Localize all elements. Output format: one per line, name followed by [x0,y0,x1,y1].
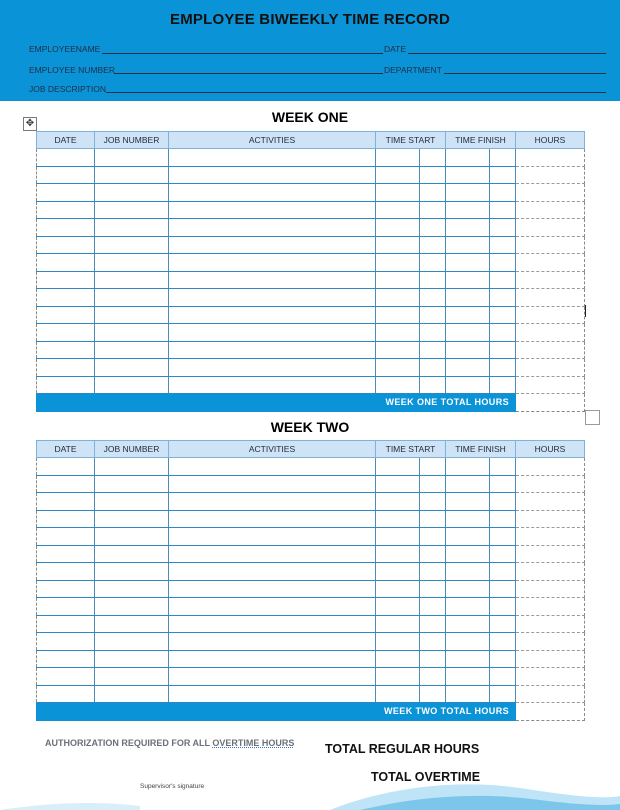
cell-time-finish-hour[interactable] [446,528,490,546]
cell-hours[interactable] [516,458,585,476]
cell-time-finish-minute[interactable] [490,545,516,563]
table-row [37,633,585,651]
cell-time-finish-minute[interactable] [490,598,516,616]
cell-date[interactable] [37,289,95,307]
cell-time-finish-minute[interactable] [490,475,516,493]
cell-hours[interactable] [516,166,585,184]
cell-hours[interactable] [516,563,585,581]
cell-hours[interactable] [516,633,585,651]
cell-time-finish-hour[interactable] [446,376,490,394]
cell-time-start-hour[interactable] [376,376,420,394]
cell-activities[interactable] [169,324,376,342]
header-band [0,0,620,101]
column-header-activities: ACTIVITIES [169,441,376,458]
cell-job-number[interactable] [95,201,169,219]
cell-time-finish-minute[interactable] [490,528,516,546]
cell-hours[interactable] [516,545,585,563]
cell-time-start-hour[interactable] [376,184,420,202]
cell-activities[interactable] [169,685,376,703]
cell-hours[interactable] [516,580,585,598]
cell-time-finish-minute[interactable] [490,184,516,202]
cell-time-start-hour[interactable] [376,475,420,493]
cell-date[interactable] [37,341,95,359]
authorization-note [45,738,294,748]
cell-time-start-minute[interactable] [420,528,446,546]
table-row [37,359,585,377]
cell-time-start-hour[interactable] [376,289,420,307]
cell-time-finish-hour[interactable] [446,475,490,493]
cell-job-number[interactable] [95,510,169,528]
cell-activities[interactable] [169,545,376,563]
week-two-title: WEEK TWO [270,419,350,435]
table-row [37,236,585,254]
cell-date[interactable] [37,685,95,703]
table-row [37,306,585,324]
cell-job-number[interactable] [95,563,169,581]
cell-date[interactable] [37,201,95,219]
cell-time-finish-minute[interactable] [490,236,516,254]
cell-time-start-minute[interactable] [420,475,446,493]
column-header-date: DATE [37,441,95,458]
cell-activities[interactable] [169,149,376,167]
table-row [37,376,585,394]
table-header-row [37,441,585,458]
cell-time-start-minute[interactable] [420,341,446,359]
cell-job-number[interactable] [95,615,169,633]
cell-time-start-hour[interactable] [376,149,420,167]
cell-date[interactable] [37,475,95,493]
cell-activities[interactable] [169,563,376,581]
cell-job-number[interactable] [95,685,169,703]
cell-time-start-minute[interactable] [420,306,446,324]
cell-job-number[interactable] [95,324,169,342]
table-row [37,458,585,476]
cell-job-number[interactable] [95,149,169,167]
employee-number-field[interactable] [114,73,383,74]
table-row [37,510,585,528]
table-row [37,271,585,289]
column-header-job-number: JOB NUMBER [95,441,169,458]
cell-time-start-minute[interactable] [420,633,446,651]
overtime-hours-link[interactable]: OVERTIME HOURS [212,738,295,748]
cell-activities[interactable] [169,633,376,651]
authorization-text: AUTHORIZATION REQUIRED FOR ALL [45,738,213,748]
cell-time-finish-hour[interactable] [446,359,490,377]
cell-hours[interactable] [516,493,585,511]
table-row [37,685,585,703]
table-row [37,149,585,167]
cell-time-finish-hour[interactable] [446,563,490,581]
cell-hours[interactable] [516,475,585,493]
cell-time-start-hour[interactable] [376,166,420,184]
cell-time-finish-minute[interactable] [490,458,516,476]
cell-date[interactable] [37,306,95,324]
cell-time-start-hour[interactable] [376,650,420,668]
cell-time-start-hour[interactable] [376,510,420,528]
cell-time-finish-hour[interactable] [446,324,490,342]
column-header-activities: ACTIVITIES [169,132,376,149]
cell-date[interactable] [37,615,95,633]
supervisor-signature-label: Supervisor's signature [140,783,205,790]
table-row [37,341,585,359]
cell-time-finish-hour[interactable] [446,650,490,668]
table-row [37,289,585,307]
cell-activities[interactable] [169,184,376,202]
column-header-time-finish: TIME FINISH [446,441,516,458]
cell-time-finish-minute[interactable] [490,306,516,324]
cell-date[interactable] [37,271,95,289]
cell-hours[interactable] [516,598,585,616]
cell-job-number[interactable] [95,633,169,651]
cell-time-finish-minute[interactable] [490,615,516,633]
table-row [37,668,585,686]
total-regular-hours-label: TOTAL REGULAR HOURS [325,742,480,756]
cell-time-start-minute[interactable] [420,376,446,394]
column-header-hours: HOURS [516,441,585,458]
cell-activities[interactable] [169,166,376,184]
cell-hours[interactable] [516,324,585,342]
cell-hours[interactable] [516,236,585,254]
cell-hours[interactable] [516,289,585,307]
cell-time-finish-hour[interactable] [446,615,490,633]
cell-hours[interactable] [516,615,585,633]
cell-time-finish-minute[interactable] [490,166,516,184]
text-cursor [585,305,586,317]
cell-activities[interactable] [169,201,376,219]
cell-time-start-hour[interactable] [376,528,420,546]
cell-hours[interactable] [516,149,585,167]
cell-hours[interactable] [516,685,585,703]
table-row [37,545,585,563]
cell-job-number[interactable] [95,271,169,289]
cell-job-number[interactable] [95,219,169,237]
cell-time-start-hour[interactable] [376,254,420,272]
cell-time-finish-hour[interactable] [446,236,490,254]
cell-activities[interactable] [169,615,376,633]
cell-date[interactable] [37,376,95,394]
cell-time-start-minute[interactable] [420,254,446,272]
week-two-table [36,440,585,721]
cell-time-finish-hour[interactable] [446,633,490,651]
cell-job-number[interactable] [95,458,169,476]
cell-time-start-minute[interactable] [420,563,446,581]
table-row [37,650,585,668]
department-field[interactable] [444,73,606,74]
cell-time-finish-minute[interactable] [490,668,516,686]
cell-time-finish-minute[interactable] [490,359,516,377]
cell-job-number[interactable] [95,650,169,668]
cell-time-start-hour[interactable] [376,580,420,598]
table-row [37,563,585,581]
cell-hours[interactable] [516,528,585,546]
cell-activities[interactable] [169,598,376,616]
cell-time-start-minute[interactable] [420,271,446,289]
cell-time-finish-minute[interactable] [490,685,516,703]
cell-activities[interactable] [169,475,376,493]
cell-job-number[interactable] [95,580,169,598]
cell-hours[interactable] [516,359,585,377]
cell-activities[interactable] [169,458,376,476]
cell-job-number[interactable] [95,254,169,272]
cell-time-start-hour[interactable] [376,458,420,476]
cell-time-finish-hour[interactable] [446,166,490,184]
table-row [37,254,585,272]
employee-name-field[interactable] [102,53,383,54]
cell-time-start-minute[interactable] [420,166,446,184]
cell-time-start-minute[interactable] [420,545,446,563]
cell-time-start-hour[interactable] [376,341,420,359]
cell-hours[interactable] [516,668,585,686]
cell-time-start-hour[interactable] [376,633,420,651]
cell-job-number[interactable] [95,289,169,307]
cell-date[interactable] [37,458,95,476]
cell-time-finish-minute[interactable] [490,650,516,668]
cell-time-finish-hour[interactable] [446,580,490,598]
cell-time-finish-minute[interactable] [490,289,516,307]
cell-time-finish-minute[interactable] [490,324,516,342]
table-row [37,324,585,342]
cell-time-finish-minute[interactable] [490,219,516,237]
cell-date[interactable] [37,184,95,202]
cell-activities[interactable] [169,236,376,254]
cell-time-start-hour[interactable] [376,236,420,254]
cell-time-finish-minute[interactable] [490,149,516,167]
cell-job-number[interactable] [95,236,169,254]
cell-hours[interactable] [516,219,585,237]
cell-time-start-hour[interactable] [376,219,420,237]
cell-date[interactable] [37,219,95,237]
cell-hours[interactable] [516,306,585,324]
cell-time-start-minute[interactable] [420,184,446,202]
cell-time-start-minute[interactable] [420,598,446,616]
cell-time-start-minute[interactable] [420,289,446,307]
week-one-total-label: WEEK ONE TOTAL HOURS [37,394,516,412]
column-header-time-start: TIME START [376,441,446,458]
cell-date[interactable] [37,580,95,598]
cell-time-finish-minute[interactable] [490,271,516,289]
week-one-total-hours-cell[interactable] [516,394,585,412]
cell-activities[interactable] [169,359,376,377]
cell-hours[interactable] [516,201,585,219]
cell-time-start-minute[interactable] [420,650,446,668]
cell-activities[interactable] [169,376,376,394]
cell-job-number[interactable] [95,545,169,563]
cell-time-start-hour[interactable] [376,324,420,342]
cell-time-start-hour[interactable] [376,668,420,686]
cell-time-start-hour[interactable] [376,563,420,581]
cell-time-finish-hour[interactable] [446,685,490,703]
cell-time-start-minute[interactable] [420,685,446,703]
column-header-hours: HOURS [516,132,585,149]
employee-name-label: EMPLOYEENAME [29,44,101,54]
week-two-total-hours-cell[interactable] [516,703,585,721]
cell-time-start-minute[interactable] [420,493,446,511]
cell-job-number[interactable] [95,341,169,359]
week-one-total-row [37,394,585,412]
cell-time-start-hour[interactable] [376,271,420,289]
cell-time-start-hour[interactable] [376,545,420,563]
employee-number-label: EMPLOYEE NUMBER [29,65,115,75]
cell-time-start-minute[interactable] [420,219,446,237]
cell-date[interactable] [37,633,95,651]
table-row [37,580,585,598]
cell-time-start-minute[interactable] [420,580,446,598]
cell-time-start-hour[interactable] [376,306,420,324]
cell-time-start-minute[interactable] [420,236,446,254]
cell-hours[interactable] [516,271,585,289]
cell-activities[interactable] [169,341,376,359]
week-two-total-row [37,703,585,721]
cell-activities[interactable] [169,528,376,546]
cell-date[interactable] [37,545,95,563]
cell-date[interactable] [37,359,95,377]
cell-activities[interactable] [169,306,376,324]
cell-hours[interactable] [516,376,585,394]
cell-time-finish-hour[interactable] [446,493,490,511]
page-title: EMPLOYEE BIWEEKLY TIME RECORD [169,11,450,28]
week-one-title: WEEK ONE [271,109,349,125]
table-row [37,598,585,616]
move-handle-icon[interactable]: ✥ [23,117,37,131]
cell-activities[interactable] [169,254,376,272]
column-header-date: DATE [37,132,95,149]
cell-time-finish-minute[interactable] [490,563,516,581]
week-one-table [36,131,585,412]
cell-time-start-hour[interactable] [376,493,420,511]
table-row [37,201,585,219]
cell-activities[interactable] [169,668,376,686]
cell-time-finish-hour[interactable] [446,545,490,563]
cell-time-finish-minute[interactable] [490,633,516,651]
table-row [37,493,585,511]
cell-time-finish-hour[interactable] [446,668,490,686]
job-description-label: JOB DESCRIPTION [29,84,106,94]
date-field[interactable] [408,53,606,54]
job-description-field[interactable] [106,92,606,93]
cell-time-finish-hour[interactable] [446,271,490,289]
cell-date[interactable] [37,563,95,581]
cell-time-finish-hour[interactable] [446,219,490,237]
cell-time-finish-minute[interactable] [490,254,516,272]
cell-time-finish-minute[interactable] [490,493,516,511]
cell-job-number[interactable] [95,598,169,616]
cell-job-number[interactable] [95,475,169,493]
cell-date[interactable] [37,493,95,511]
department-label: DEPARTMENT [384,65,442,75]
week-two-total-label: WEEK TWO TOTAL HOURS [37,703,516,721]
cell-date[interactable] [37,254,95,272]
week-two-rows [37,458,585,703]
cell-date[interactable] [37,668,95,686]
cell-time-finish-minute[interactable] [490,341,516,359]
week-one-rows [37,149,585,394]
cell-time-start-hour[interactable] [376,685,420,703]
cell-time-finish-hour[interactable] [446,184,490,202]
table-row [37,166,585,184]
cell-time-finish-hour[interactable] [446,341,490,359]
cell-date[interactable] [37,650,95,668]
cell-date[interactable] [37,598,95,616]
cell-activities[interactable] [169,289,376,307]
decorative-wave [0,770,620,810]
cell-job-number[interactable] [95,376,169,394]
cell-time-start-minute[interactable] [420,510,446,528]
cell-hours[interactable] [516,510,585,528]
cell-job-number[interactable] [95,306,169,324]
cell-time-start-hour[interactable] [376,615,420,633]
cell-time-finish-hour[interactable] [446,458,490,476]
cell-activities[interactable] [169,580,376,598]
cell-date[interactable] [37,528,95,546]
table-row [37,615,585,633]
cell-date[interactable] [37,324,95,342]
cell-activities[interactable] [169,271,376,289]
cell-job-number[interactable] [95,184,169,202]
cell-time-start-hour[interactable] [376,598,420,616]
cell-time-start-minute[interactable] [420,615,446,633]
cell-activities[interactable] [169,493,376,511]
total-overtime-label: TOTAL OVERTIME [371,770,481,784]
cell-time-start-minute[interactable] [420,324,446,342]
cell-job-number[interactable] [95,359,169,377]
cell-job-number[interactable] [95,528,169,546]
cell-date[interactable] [37,149,95,167]
cell-job-number[interactable] [95,493,169,511]
cell-date[interactable] [37,510,95,528]
cell-time-start-hour[interactable] [376,359,420,377]
table-row [37,219,585,237]
cell-activities[interactable] [169,510,376,528]
cell-time-finish-hour[interactable] [446,510,490,528]
cell-time-finish-hour[interactable] [446,306,490,324]
cell-time-finish-minute[interactable] [490,580,516,598]
cell-activities[interactable] [169,650,376,668]
cell-time-start-minute[interactable] [420,201,446,219]
cell-time-start-hour[interactable] [376,201,420,219]
table-row [37,475,585,493]
column-header-time-start: TIME START [376,132,446,149]
column-header-time-finish: TIME FINISH [446,132,516,149]
cell-time-finish-hour[interactable] [446,598,490,616]
table-header-row [37,132,585,149]
cell-job-number[interactable] [95,166,169,184]
cell-time-finish-minute[interactable] [490,510,516,528]
cell-time-finish-minute[interactable] [490,201,516,219]
cell-date[interactable] [37,236,95,254]
cell-activities[interactable] [169,219,376,237]
cell-time-start-minute[interactable] [420,359,446,377]
table-row [37,528,585,546]
cell-time-finish-hour[interactable] [446,201,490,219]
cell-hours[interactable] [516,341,585,359]
cell-hours[interactable] [516,650,585,668]
cell-hours[interactable] [516,184,585,202]
cell-hours[interactable] [516,254,585,272]
date-label: DATE [384,44,407,54]
cell-time-finish-hour[interactable] [446,149,490,167]
cell-job-number[interactable] [95,668,169,686]
cell-time-start-minute[interactable] [420,668,446,686]
cell-time-start-minute[interactable] [420,458,446,476]
cell-date[interactable] [37,166,95,184]
cell-time-finish-minute[interactable] [490,376,516,394]
cell-time-finish-hour[interactable] [446,254,490,272]
cell-time-start-minute[interactable] [420,149,446,167]
cell-time-finish-hour[interactable] [446,289,490,307]
column-header-job-number: JOB NUMBER [95,132,169,149]
table-row [37,184,585,202]
